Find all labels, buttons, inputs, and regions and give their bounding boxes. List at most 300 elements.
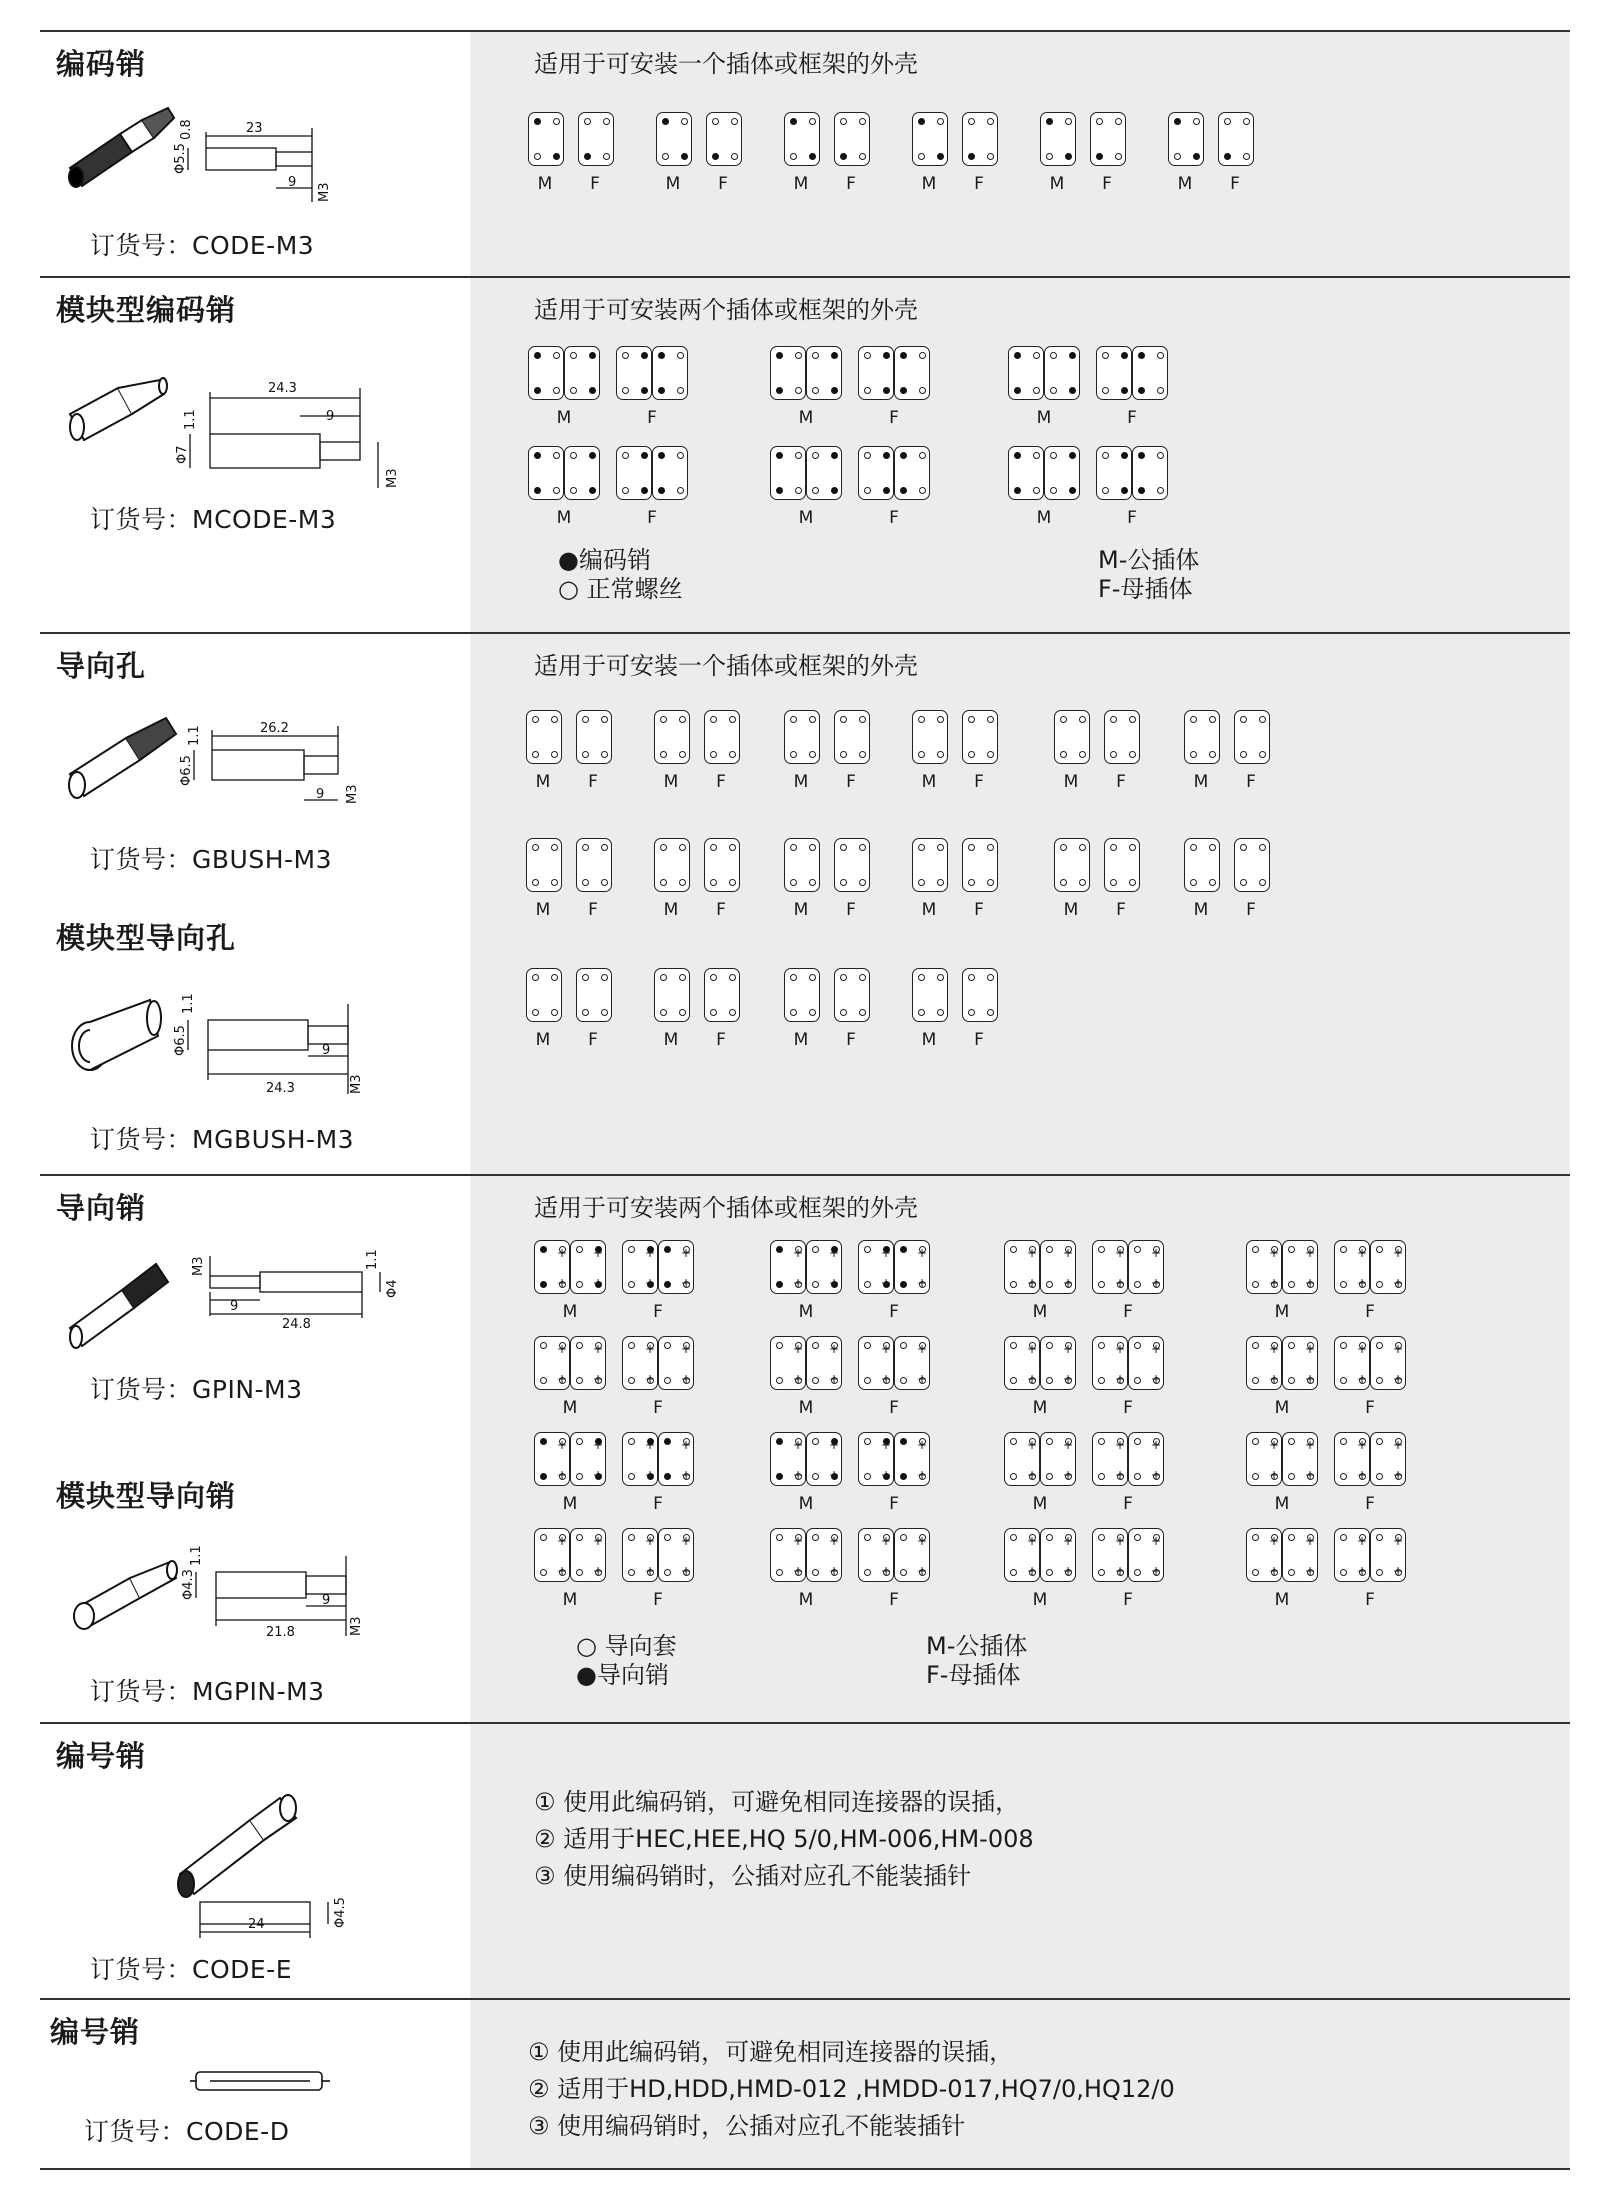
frame-outline [534,1432,570,1486]
gender-label: M [793,900,809,920]
screw-mark [601,751,608,758]
order-number: 订货号：MCODE-M3 [90,505,337,534]
screw-mark [677,487,684,494]
gender-label: M [665,174,681,194]
section-title: 模块型导向销 [56,1479,237,1513]
guide-mark: + [1063,1276,1074,1290]
coding-pin-mark [658,452,665,459]
screw-mark [919,452,926,459]
guide-mark: + [557,1372,568,1386]
frame-outline [528,346,564,400]
gender-label: M [562,1398,578,1418]
guide-mark: + [1027,1564,1038,1578]
left-panel [40,278,470,632]
screw-mark [968,974,975,981]
guide-mark: + [1357,1276,1368,1290]
guide-mark: + [1269,1564,1280,1578]
frame-outline [1054,838,1090,892]
dim-thickness: 1.1 [187,725,202,746]
connector-pair [1184,838,1274,920]
dim-thread-length: 9 [326,409,335,424]
frame-outline [528,112,564,166]
screw-mark [1050,487,1057,494]
screw-mark [628,1473,635,1480]
connector-pair [534,1240,692,1322]
screw-mark [1079,844,1086,851]
dim-thread: M3 [349,1616,364,1636]
guide-mark: + [793,1246,804,1260]
connector-pair [1008,346,1158,428]
frame-outline [784,968,820,1022]
frame-outline [1008,446,1044,500]
guide-mark: + [681,1372,692,1386]
screw-mark [812,1281,819,1288]
screw-mark [1252,1342,1259,1349]
screw-mark [1190,751,1197,758]
screw-mark [812,387,819,394]
gender-label: F [1246,772,1256,792]
guide-mark: + [1393,1246,1404,1260]
screw-mark [864,1281,871,1288]
frame-outline [570,1240,606,1294]
connector-pair [912,968,1002,1050]
frame-outline [578,112,614,166]
screw-mark [576,1377,583,1384]
screw-mark [729,844,736,851]
frame-outline [1004,1336,1040,1390]
screw-mark [540,1342,547,1349]
guide-mark: + [1393,1534,1404,1548]
guide-mark: + [1305,1438,1316,1452]
screw-mark [1190,844,1197,851]
dim-diameter: Φ4.3 [181,1569,196,1600]
legend-gender [926,1632,1027,1690]
screw-mark [601,879,608,886]
gender-label: M [793,772,809,792]
screw-mark [570,387,577,394]
gender-label: F [889,408,899,428]
pin-drawing [60,1236,450,1356]
screw-mark [551,751,558,758]
screw-mark [1340,1246,1347,1253]
coding-pin-mark [1121,452,1128,459]
guide-mark: + [593,1372,604,1386]
frame-outline [706,112,742,166]
connector-pair [912,112,1002,194]
coding-pin-mark [1121,352,1128,359]
screw-mark [576,1534,583,1541]
guide-mark: + [1305,1468,1316,1482]
connector-pair [528,446,678,528]
coding-pin-mark [658,352,665,359]
frame-outline [704,710,740,764]
screw-mark [918,879,925,886]
guide-mark: + [793,1438,804,1452]
screw-mark [937,974,944,981]
legend-female: F-母插体 [926,1661,1021,1689]
guide-mark: + [1115,1564,1126,1578]
frame-outline [1096,446,1132,500]
coding-pin-mark [900,387,907,394]
guide-mark: + [1115,1246,1126,1260]
frame-outline [770,346,806,400]
pin-drawing [60,92,450,212]
screw-mark [776,1342,783,1349]
screw-mark [729,1009,736,1016]
coding-pin-mark [776,1281,783,1288]
guide-mark: + [1151,1534,1162,1548]
screw-mark [628,1246,635,1253]
coding-pin-mark [1069,452,1076,459]
frame-outline [834,112,870,166]
frame-outline [1370,1528,1406,1582]
frame-outline [1128,1432,1164,1486]
screw-mark [1046,1246,1053,1253]
screw-mark [987,1009,994,1016]
screw-mark [622,452,629,459]
guide-mark: + [1305,1276,1316,1290]
gender-label: F [974,174,984,194]
section-title: 导向销 [56,1191,147,1225]
gender-label: F [846,174,856,194]
coding-pin-mark [776,487,783,494]
screw-mark [790,879,797,886]
screw-mark [603,118,610,125]
gender-label: M [663,900,679,920]
guide-mark: + [1269,1276,1280,1290]
screw-mark [1340,1281,1347,1288]
gender-label: F [1123,1590,1133,1610]
coding-pin-mark [712,153,719,160]
dim-thread: M3 [349,1074,364,1094]
section-code-d [40,2000,1570,2168]
screw-mark [840,879,847,886]
screw-mark [1046,1473,1053,1480]
screw-mark [859,1009,866,1016]
frame-outline [1004,1528,1040,1582]
frame-outline [858,346,894,400]
guide-mark: + [1027,1468,1038,1482]
connector-pair [912,710,1002,792]
gender-label: F [653,1494,663,1514]
screw-mark [570,452,577,459]
connector-pair [770,1528,928,1610]
gender-label: F [588,772,598,792]
guide-mark: + [793,1564,804,1578]
order-number: 订货号：GBUSH-M3 [90,845,332,874]
screw-mark [679,1009,686,1016]
screw-mark [809,844,816,851]
guide-mark: + [1063,1564,1074,1578]
screw-mark [968,844,975,851]
screw-mark [809,1009,816,1016]
screw-mark [864,487,871,494]
screw-mark [795,452,802,459]
screw-mark [790,716,797,723]
note-line: ① 使用此编码销，可避免相同连接器的误插， [534,1788,1020,1816]
guide-mark: + [1027,1534,1038,1548]
bush-drawing [60,974,450,1104]
frame-outline [564,446,600,500]
guide-mark: + [829,1534,840,1548]
guide-mark: + [1393,1438,1404,1452]
coding-pin-mark [553,153,560,160]
guide-mark: + [557,1438,568,1452]
connector-pair [528,346,678,428]
coding-pin-mark [809,153,816,160]
screw-mark [601,716,608,723]
screw-mark [576,1473,583,1480]
coding-pin-mark [589,452,596,459]
guide-mark: + [1063,1534,1074,1548]
gender-label: M [1032,1494,1048,1514]
screw-mark [1288,1281,1295,1288]
coding-pin-mark [1138,352,1145,359]
coding-pin-mark [664,1473,671,1480]
gender-label: F [716,772,726,792]
note: 适用于可安装两个插体或框架的外壳 [534,296,918,324]
coding-pin-mark [1014,487,1021,494]
guide-mark: + [1151,1564,1162,1578]
screw-mark [1252,1438,1259,1445]
screw-mark [1110,751,1117,758]
section-title: 导向孔 [56,649,147,683]
screw-mark [534,153,541,160]
gender-label: M [556,508,572,528]
section-title: 编号销 [56,1739,147,1773]
screw-mark [1098,1246,1105,1253]
gender-label: M [1036,508,1052,528]
screw-mark [864,1534,871,1541]
screw-mark [1050,452,1057,459]
guide-mark: + [1063,1468,1074,1482]
dim-thickness: 0.8 [179,119,194,140]
screw-mark [900,1342,907,1349]
dim-length: 24.3 [268,381,297,396]
left-panel [40,1176,470,1722]
connector-pair [526,968,616,1050]
right-panel [470,32,1570,276]
screw-mark [1157,452,1164,459]
screw-mark [570,352,577,359]
frame-outline [1044,446,1080,500]
gender-label: M [1032,1590,1048,1610]
frame-outline [858,446,894,500]
frame-outline [570,1528,606,1582]
screw-mark [1340,1569,1347,1576]
screw-mark [1110,844,1117,851]
screw-mark [677,352,684,359]
frame-outline [912,838,948,892]
usage-notes [534,1784,1034,1895]
coding-pin-mark [589,487,596,494]
gender-label: F [846,900,856,920]
gender-label: M [798,1398,814,1418]
dim-length: 21.8 [266,1625,295,1640]
screw-mark [660,879,667,886]
coding-pin-mark [534,487,541,494]
screw-mark [660,1009,667,1016]
gender-label: M [562,1302,578,1322]
screw-mark [628,1569,635,1576]
note: 适用于可安装两个插体或框架的外壳 [534,1194,918,1222]
screw-mark [622,387,629,394]
frame-outline [962,968,998,1022]
screw-mark [840,716,847,723]
frame-outline [1054,710,1090,764]
gender-label: M [793,1030,809,1050]
connector-pair [784,112,874,194]
connector-pair [1054,710,1144,792]
screw-mark [1098,1438,1105,1445]
section-code-m3 [40,32,1570,276]
screw-mark [553,118,560,125]
bush-drawing [60,694,450,824]
coding-pin-mark [589,352,596,359]
screw-mark [790,153,797,160]
frame-outline [1184,838,1220,892]
screw-mark [1288,1473,1295,1480]
screw-mark [812,452,819,459]
dim-diameter: Φ4 [385,1279,400,1298]
frame-outline [784,710,820,764]
screw-mark [582,974,589,981]
gender-label: M [537,174,553,194]
guide-mark: + [829,1342,840,1356]
guide-mark: + [1393,1468,1404,1482]
screw-mark [1079,716,1086,723]
screw-mark [840,844,847,851]
coding-pin-mark [883,387,890,394]
coding-pin-mark [664,1438,671,1445]
screw-mark [601,844,608,851]
coding-pin-mark [883,352,890,359]
screw-mark [1098,1569,1105,1576]
screw-mark [553,352,560,359]
section-title: 编号销 [50,2015,141,2049]
frame-outline [1004,1240,1040,1294]
screw-mark [1252,1569,1259,1576]
screw-mark [1340,1534,1347,1541]
dim-thread: M3 [191,1256,206,1276]
frame-outline [652,446,688,500]
coding-pin-mark [664,1281,671,1288]
connector-pair [654,968,744,1050]
screw-mark [987,974,994,981]
guide-mark: + [1027,1438,1038,1452]
screw-mark [1240,879,1247,886]
section-mcode-m3 [40,278,1570,632]
guide-mark: + [793,1372,804,1386]
screw-mark [1288,1569,1295,1576]
gender-label: M [556,408,572,428]
gender-label: F [974,1030,984,1050]
guide-mark: + [1357,1564,1368,1578]
coding-pin-mark [534,387,541,394]
frame-outline [570,1432,606,1486]
frame-outline [704,968,740,1022]
guide-mark: + [881,1468,892,1482]
guide-mark: + [1027,1342,1038,1356]
guide-mark: + [829,1276,840,1290]
coding-pin-mark [900,487,907,494]
screw-mark [859,844,866,851]
gender-label: M [798,508,814,528]
divider [40,2168,1570,2170]
section-code-e [40,1724,1570,1998]
coding-pin-mark [534,352,541,359]
frame-outline [858,1240,894,1294]
gender-label: M [535,900,551,920]
screw-mark [1010,1377,1017,1384]
guide-mark: + [557,1564,568,1578]
guide-mark: + [645,1276,656,1290]
screw-mark [859,118,866,125]
screw-mark [1252,1473,1259,1480]
guide-mark: + [1269,1534,1280,1548]
coding-pin-mark [681,153,688,160]
note-line: ② 适用于HD,HDD,HMD-012 ,HMDD-017,HQ7/0,HQ12/0 [528,2075,1175,2103]
screw-mark [576,1569,583,1576]
frame-outline [834,968,870,1022]
note: 适用于可安装一个插体或框架的外壳 [534,50,918,78]
coding-pin-mark [831,352,838,359]
guide-mark: + [645,1468,656,1482]
connector-pair [534,1432,692,1514]
guide-mark: + [829,1438,840,1452]
screw-mark [553,452,560,459]
screw-mark [809,974,816,981]
screw-mark [1252,1534,1259,1541]
guide-mark: + [557,1276,568,1290]
gender-label: F [647,508,657,528]
screw-mark [710,716,717,723]
screw-mark [622,487,629,494]
gender-label: M [1274,1398,1290,1418]
screw-mark [1243,153,1250,160]
screw-mark [1102,352,1109,359]
screw-mark [776,1377,783,1384]
right-panel [470,278,1570,632]
frame-outline [770,1336,806,1390]
coding-pin-mark [918,118,925,125]
frame-outline [1334,1528,1370,1582]
gender-label: F [653,1590,663,1610]
frame-outline [622,1432,658,1486]
screw-mark [859,751,866,758]
connector-pair [1054,838,1144,920]
frame-outline [1168,112,1204,166]
screw-mark [900,1569,907,1576]
screw-mark [1046,1534,1053,1541]
frame-outline [1040,112,1076,166]
screw-mark [1134,1569,1141,1576]
screw-mark [919,387,926,394]
guide-mark: + [881,1564,892,1578]
screw-mark [1033,352,1040,359]
frame-outline [1096,346,1132,400]
coding-pin-mark [900,1246,907,1253]
screw-mark [1046,1569,1053,1576]
screw-mark [1033,452,1040,459]
guide-mark: + [681,1438,692,1452]
connector-pair [654,838,744,920]
coding-pin-mark [1014,352,1021,359]
screw-mark [1259,879,1266,886]
frame-outline [1104,710,1140,764]
gender-label: F [653,1398,663,1418]
coding-pin-mark [1174,118,1181,125]
